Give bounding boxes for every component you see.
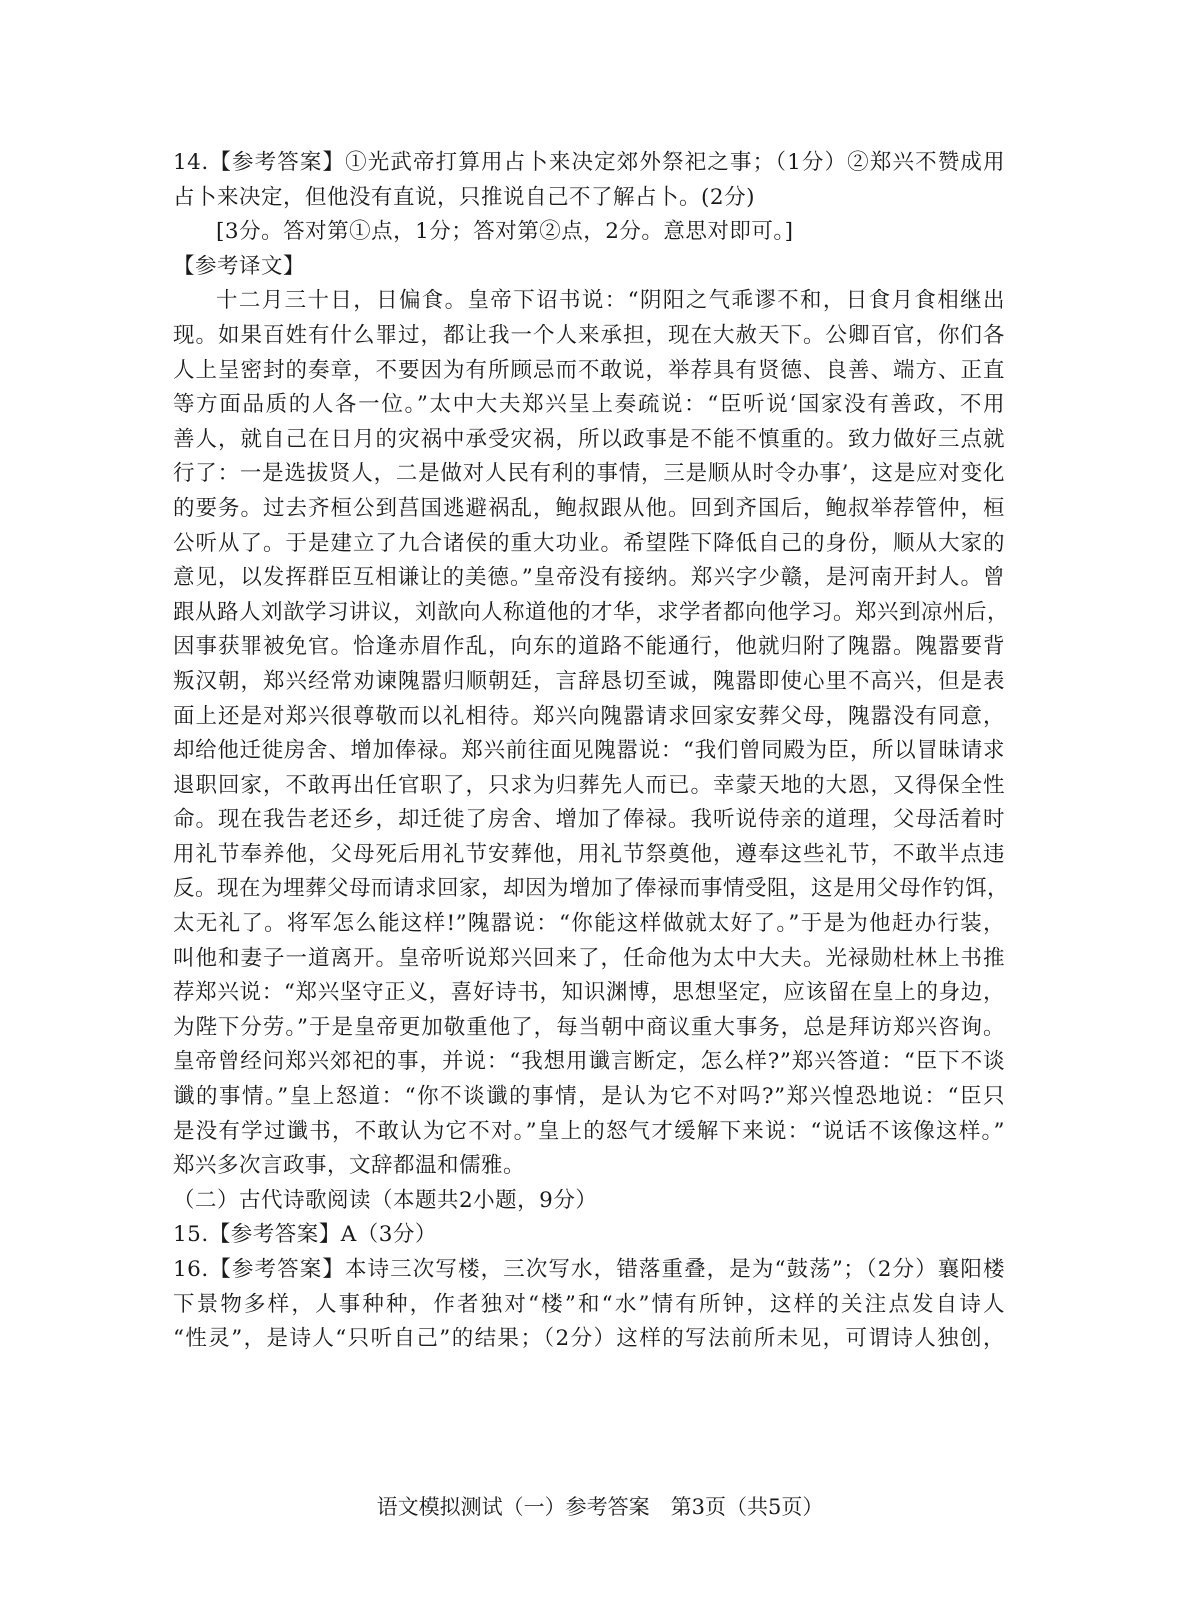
- translation-line: 面上还是对郑兴很尊敬而以礼相待。郑兴向隗嚣请求回家安葬父母，隗嚣没有同意，: [173, 703, 1005, 729]
- translation-heading: 【参考译文】: [173, 253, 306, 279]
- translation-line: 叫他和妻子一道离开。皇帝听说郑兴回来了，任命他为太中大夫。光禄勋杜林上书推: [173, 945, 1005, 971]
- page-footer: 语文模拟测试（一）参考答案 第3页（共5页）: [376, 1495, 824, 1519]
- translation-line: 跟从路人刘歆学习讲议，刘歆向人称道他的才华，求学者都向他学习。郑兴到凉州后，: [173, 599, 1010, 625]
- answer-page: [173, 146, 1010, 1357]
- answer-16-line: “性灵”，是诗人“只听自己”的结果；（2分）这样的写法前所未见，可谓诗人独创，: [173, 1326, 1005, 1352]
- translation-line: 十二月三十日，日偏食。皇帝下诏书说：“阴阳之气乖谬不和，日食月食相继出: [216, 288, 1005, 314]
- translation-line: 太无礼了。将军怎么能这样!”隗嚣说：“你能这样做就太好了。”于是为他赶办行装，: [173, 911, 1005, 937]
- answer-16-line: 下景物多样，人事种种，作者独对“楼”和“水”情有所钟，这样的关注点发自诗人: [173, 1291, 1005, 1317]
- answer-16: [173, 1253, 1005, 1357]
- translation-line: 是没有学过谶书，不敢认为它不对。”皇上的怒气才缓解下来说：“说话不该像这样。”: [173, 1118, 1005, 1144]
- section-2-heading: （二）古代诗歌阅读（本题共2小题，9分）: [173, 1187, 598, 1213]
- translation-line: 命。现在我告老还乡，却迁徙了房舍、增加了俸禄。我听说侍亲的道理，父母活着时: [173, 807, 1005, 833]
- answer-15: 15.【参考答案】A（3分）: [173, 1222, 437, 1248]
- translation-line: 谶的事情。”皇上怒道：“你不谈谶的事情，是认为它不对吗?”郑兴惶恐地说：“臣只: [173, 1084, 1005, 1110]
- reference-translation: [173, 250, 1010, 1184]
- translation-line: 用礼节奉养他，父母死后用礼节安葬他，用礼节祭奠他，遵奉这些礼节，不敢半点违: [173, 841, 1005, 867]
- translation-line: 的要务。过去齐桓公到莒国逃避祸乱，鲍叔跟从他。回到齐国后，鲍叔举荐管仲，桓: [173, 495, 1005, 521]
- scoring-note: [3分。答对第①点，1分；答对第②点，2分。意思对即可。]: [216, 219, 794, 245]
- translation-line: 荐郑兴说：“郑兴坚守正义，喜好诗书，知识渊博，思想坚定，应该留在皇上的身边，: [173, 980, 1005, 1006]
- translation-line: 等方面品质的人各一位。”太中大夫郑兴呈上奏疏说：“臣听说‘国家没有善政，不用: [173, 392, 1005, 418]
- translation-line: 意见，以发挥群臣互相谦让的美德。”皇帝没有接纳。郑兴字少赣，是河南开封人。曾: [173, 565, 1005, 591]
- translation-line: 叛汉朝，郑兴经常劝谏隗嚣归顺朝廷，言辞恳切至诚，隗嚣即使心里不高兴，但是表: [173, 668, 1005, 694]
- translation-line: 皇帝曾经问郑兴郊祀的事，并说：“我想用谶言断定，怎么样?”郑兴答道：“臣下不谈: [173, 1049, 1005, 1075]
- answer-14-line-2: 占卜来决定，但他没有直说，只推说自己不了解占卜。(2分): [173, 184, 755, 210]
- translation-line: 公听从了。于是建立了九合诸侯的重大功业。希望陛下降低自己的身份，顺从大家的: [173, 530, 1005, 556]
- translation-line: 善人，就自己在日月的灾祸中承受灾祸，所以政事是不能不慎重的。致力做好三点就: [173, 426, 1005, 452]
- answer-16-line: 16.【参考答案】本诗三次写楼，三次写水，错落重叠，是为“鼓荡”；（2分）襄阳楼: [173, 1257, 1005, 1282]
- translation-line: 却给他迁徙房舍、增加俸禄。郑兴前往面见隗嚣说：“我们曾同殿为臣，所以冒昧请求: [173, 738, 1005, 764]
- translation-line: 郑兴多次言政事，文辞都温和儒雅。: [173, 1153, 526, 1179]
- translation-line: 退职回家，不敢再出任官职了，只求为归葬先人而已。幸蒙天地的大恩，又得保全性: [173, 772, 1005, 798]
- translation-line: 因事获罪被免官。恰逢赤眉作乱，向东的道路不能通行，他就归附了隗嚣。隗嚣要背: [173, 634, 1005, 660]
- translation-line: 行了：一是选拔贤人，二是做对人民有利的事情，三是顺从时令办事’，这是应对变化: [173, 461, 1005, 487]
- answer-14-line-1: 14.【参考答案】①光武帝打算用占卜来决定郊外祭祀之事；（1分）②郑兴不赞成用: [173, 150, 1005, 175]
- translation-line: 人上呈密封的奏章，不要因为有所顾忌而不敢说，举荐具有贤德、良善、端方、正直: [173, 357, 1005, 383]
- answer-14: [173, 146, 1005, 250]
- translation-line: 反。现在为埋葬父母而请求回家，却因为增加了俸禄而事情受阻，这是用父母作钓饵，: [173, 876, 1010, 902]
- translation-line: 现。如果百姓有什么罪过，都让我一个人来承担，现在大赦天下。公卿百官，你们各: [173, 322, 1005, 348]
- translation-line: 为陛下分劳。”于是皇帝更加敬重他了，每当朝中商议重大事务，总是拜访郑兴咨询。: [173, 1014, 1005, 1040]
